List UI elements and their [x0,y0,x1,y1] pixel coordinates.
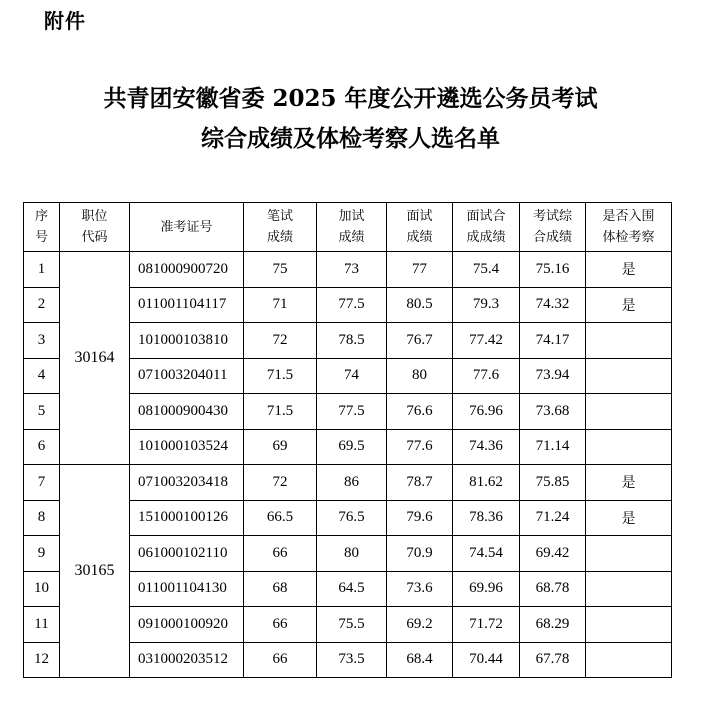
selected-cell [586,642,672,678]
extra-test-score-cell: 80 [317,536,387,572]
serial-cell: 1 [24,252,60,288]
ticket-number-cell: 031000203512 [130,642,244,678]
table-body [24,252,672,678]
serial-cell: 12 [24,642,60,678]
table-row [24,465,672,501]
table-row [24,252,672,288]
serial-cell: 8 [24,500,60,536]
selected-cell [586,607,672,643]
attachment-label: 附件 [44,9,86,33]
written-score-cell: 72 [244,323,317,359]
ticket-number-cell: 151000100126 [130,500,244,536]
selected-cell [586,429,672,465]
written-score-cell: 72 [244,465,317,501]
extra-test-score-cell: 73 [317,252,387,288]
written-score-cell: 71.5 [244,358,317,394]
header-serial: 序 号 [24,203,60,252]
total-score-cell: 68.78 [520,571,586,607]
written-score-cell: 71 [244,287,317,323]
selected-cell: 是 [586,287,672,323]
extra-test-score-cell: 75.5 [317,607,387,643]
written-score-cell: 68 [244,571,317,607]
selected-cell [586,571,672,607]
extra-test-score-cell: 76.5 [317,500,387,536]
selected-cell [586,358,672,394]
position-code-cell: 30165 [60,465,130,678]
written-score-cell: 66.5 [244,500,317,536]
selected-cell: 是 [586,500,672,536]
interview-score-cell: 80 [387,358,453,394]
interview-combined-score-cell: 70.44 [453,642,520,678]
interview-score-cell: 78.7 [387,465,453,501]
table-header-row [24,203,672,252]
serial-cell: 4 [24,358,60,394]
interview-combined-score-cell: 77.42 [453,323,520,359]
serial-cell: 5 [24,394,60,430]
total-score-cell: 75.85 [520,465,586,501]
header-position-code: 职位 代码 [60,203,130,252]
ticket-number-cell: 071003203418 [130,465,244,501]
total-score-cell: 73.94 [520,358,586,394]
serial-cell: 11 [24,607,60,643]
serial-cell: 9 [24,536,60,572]
total-score-cell: 71.24 [520,500,586,536]
interview-combined-score-cell: 74.36 [453,429,520,465]
total-score-cell: 67.78 [520,642,586,678]
interview-combined-score-cell: 69.96 [453,571,520,607]
total-score-cell: 73.68 [520,394,586,430]
total-score-cell: 68.29 [520,607,586,643]
header-selected-for-exam: 是否入围 体检考察 [586,203,672,252]
ticket-number-cell: 101000103524 [130,429,244,465]
interview-score-cell: 77.6 [387,429,453,465]
interview-combined-score-cell: 81.62 [453,465,520,501]
serial-cell: 7 [24,465,60,501]
written-score-cell: 66 [244,642,317,678]
document-title-line-2: 综合成绩及体检考察人选名单 [201,125,500,152]
interview-score-cell: 79.6 [387,500,453,536]
header-total-score: 考试综 合成绩 [520,203,586,252]
serial-cell: 10 [24,571,60,607]
ticket-number-cell: 011001104130 [130,571,244,607]
ticket-number-cell: 071003204011 [130,358,244,394]
total-score-cell: 69.42 [520,536,586,572]
interview-score-cell: 69.2 [387,607,453,643]
serial-cell: 2 [24,287,60,323]
interview-score-cell: 77 [387,252,453,288]
interview-score-cell: 68.4 [387,642,453,678]
total-score-cell: 71.14 [520,429,586,465]
extra-test-score-cell: 74 [317,358,387,394]
extra-test-score-cell: 77.5 [317,394,387,430]
ticket-number-cell: 101000103810 [130,323,244,359]
interview-combined-score-cell: 71.72 [453,607,520,643]
selected-cell [586,536,672,572]
written-score-cell: 71.5 [244,394,317,430]
selected-cell [586,394,672,430]
interview-score-cell: 76.7 [387,323,453,359]
interview-score-cell: 73.6 [387,571,453,607]
interview-combined-score-cell: 79.3 [453,287,520,323]
interview-combined-score-cell: 75.4 [453,252,520,288]
interview-combined-score-cell: 76.96 [453,394,520,430]
written-score-cell: 69 [244,429,317,465]
serial-cell: 6 [24,429,60,465]
interview-combined-score-cell: 74.54 [453,536,520,572]
ticket-number-cell: 061000102110 [130,536,244,572]
ticket-number-cell: 081000900430 [130,394,244,430]
header-interview-score: 面试 成绩 [387,203,453,252]
header-written-score: 笔试 成绩 [244,203,317,252]
written-score-cell: 75 [244,252,317,288]
extra-test-score-cell: 77.5 [317,287,387,323]
extra-test-score-cell: 78.5 [317,323,387,359]
interview-combined-score-cell: 78.36 [453,500,520,536]
serial-cell: 3 [24,323,60,359]
interview-score-cell: 80.5 [387,287,453,323]
interview-score-cell: 70.9 [387,536,453,572]
extra-test-score-cell: 64.5 [317,571,387,607]
written-score-cell: 66 [244,536,317,572]
selected-cell [586,323,672,359]
header-interview-combined-score: 面试合 成成绩 [453,203,520,252]
results-table [23,202,672,678]
selected-cell: 是 [586,252,672,288]
extra-test-score-cell: 86 [317,465,387,501]
total-score-cell: 75.16 [520,252,586,288]
total-score-cell: 74.32 [520,287,586,323]
position-code-cell: 30164 [60,252,130,465]
header-ticket-number: 准考证号 [130,203,244,252]
interview-score-cell: 76.6 [387,394,453,430]
ticket-number-cell: 011001104117 [130,287,244,323]
extra-test-score-cell: 73.5 [317,642,387,678]
written-score-cell: 66 [244,607,317,643]
total-score-cell: 74.17 [520,323,586,359]
ticket-number-cell: 081000900720 [130,252,244,288]
interview-combined-score-cell: 77.6 [453,358,520,394]
document-title-line-1: 共青团安徽省委 2025 年度公开遴选公务员考试 [103,85,598,112]
extra-test-score-cell: 69.5 [317,429,387,465]
selected-cell: 是 [586,465,672,501]
header-extra-test-score: 加试 成绩 [317,203,387,252]
ticket-number-cell: 091000100920 [130,607,244,643]
